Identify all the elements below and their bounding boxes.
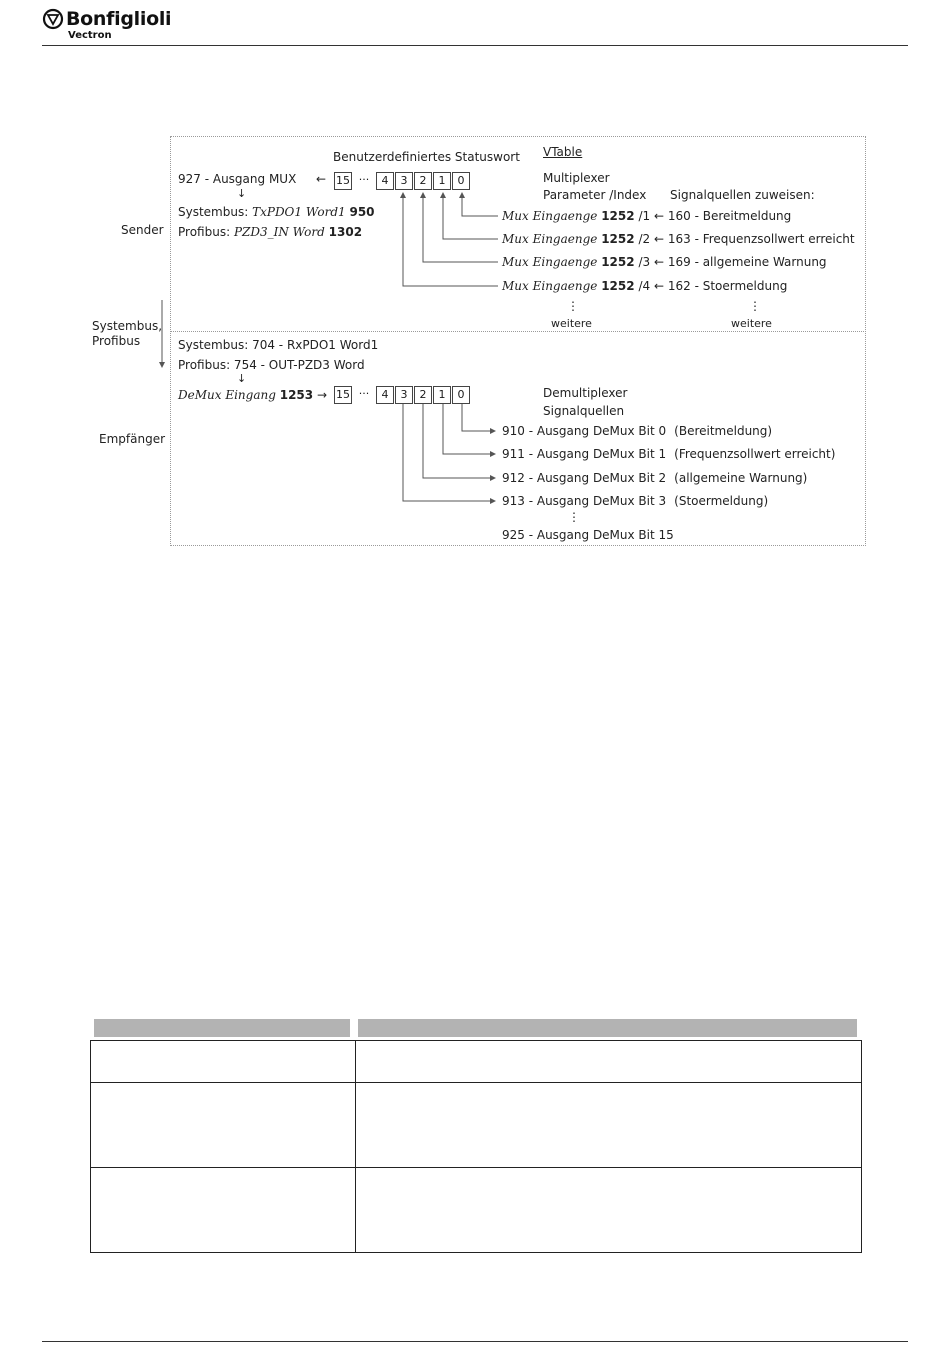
down-arrow: ↓ <box>237 187 247 200</box>
vdots-icon: ⋮ <box>567 299 579 313</box>
table-row <box>91 1168 862 1253</box>
table-cell <box>356 1168 862 1253</box>
sources-title: Signalquellen zuweisen: <box>670 188 815 202</box>
table-cell <box>356 1041 862 1083</box>
receiver-label: Empfänger <box>99 432 166 446</box>
demux-output-row: 913 - Ausgang DeMux Bit 3 (Stoermeldung) <box>502 494 769 508</box>
sender-systembus: Systembus: TxPDO1 Word1 950 <box>178 205 375 219</box>
demux-output-row: 911 - Ausgang DeMux Bit 1 (Frequenzsollwert erreicht) <box>502 447 836 461</box>
bit-cell: 3 <box>395 172 413 190</box>
mux-row: Mux Eingaenge 1252 /3 ← 169 - allgemeine Warnung <box>502 255 827 269</box>
brand-subline: Vectron <box>68 30 112 41</box>
demux-output-row: 912 - Ausgang DeMux Bit 2 (allgemeine Warnung) <box>502 471 808 485</box>
bit-cell: 4 <box>376 172 394 190</box>
vdots-icon: ⋮ <box>749 299 761 313</box>
demux-input: DeMux Eingang 1253 → <box>178 388 328 402</box>
bit-cell: 0 <box>452 172 470 190</box>
bit-ellipsis: ··· <box>353 172 375 190</box>
diagram-title: Benutzerdefiniertes Statuswort <box>333 150 520 164</box>
footer-rule <box>42 1341 908 1342</box>
bit-cell: 2 <box>414 386 432 404</box>
table-row <box>91 1083 862 1168</box>
demultiplexer-label: Demultiplexer <box>543 386 628 400</box>
demux-output-row: 910 - Ausgang DeMux Bit 0 (Bereitmeldung) <box>502 424 773 438</box>
bit-ellipsis: ··· <box>353 386 375 404</box>
vtable-label: VTable <box>543 145 583 159</box>
bus-label: Systembus, Profibus <box>92 319 163 348</box>
mux-row: Mux Eingaenge 1252 /1 ← 160 - Bereitmeldung <box>502 209 792 223</box>
receiver-bit-row <box>334 386 471 404</box>
parameter-table <box>90 1040 862 1253</box>
down-arrow: ↓ <box>237 372 247 385</box>
demux-last-output: 925 - Ausgang DeMux Bit 15 <box>502 528 674 542</box>
bit-cell: 1 <box>433 386 451 404</box>
sender-label: Sender <box>121 223 164 237</box>
header-rule <box>42 45 908 46</box>
table-cell <box>356 1083 862 1168</box>
table-cell <box>91 1041 356 1083</box>
signal-sources-label: Signalquellen <box>543 404 625 418</box>
multiplexer-label: Multiplexer <box>543 171 610 185</box>
table-header-cell <box>358 1019 857 1037</box>
receiver-profibus: Profibus: 754 - OUT-PZD3 Word <box>178 358 365 372</box>
bit-cell: 15 <box>334 386 352 404</box>
mux-row: Mux Eingaenge 1252 /4 ← 162 - Stoermeldung <box>502 279 788 293</box>
table-cell <box>91 1168 356 1253</box>
more-left: weitere <box>551 317 592 330</box>
bit-cell: 3 <box>395 386 413 404</box>
sender-bit-row <box>334 172 471 190</box>
bit-cell: 4 <box>376 386 394 404</box>
receiver-systembus: Systembus: 704 - RxPDO1 Word1 <box>178 338 379 352</box>
bit-cell: 15 <box>334 172 352 190</box>
table-header-cell <box>94 1019 350 1037</box>
sender-profibus: Profibus: PZD3_IN Word 1302 <box>178 225 363 239</box>
brand-logo-text: Bonfiglioli <box>66 8 172 30</box>
bit-cell: 1 <box>433 172 451 190</box>
vdots-icon: ⋮ <box>568 510 580 524</box>
more-right: weitere <box>731 317 772 330</box>
diagram-divider <box>170 331 864 332</box>
mux-row: Mux Eingaenge 1252 /2 ← 163 - Frequenzsollwert erreicht <box>502 232 855 246</box>
left-arrow: ← <box>316 172 327 186</box>
table-row <box>91 1041 862 1083</box>
bit-cell: 2 <box>414 172 432 190</box>
mux-output-label: 927 - Ausgang MUX <box>178 172 297 186</box>
bit-cell: 0 <box>452 386 470 404</box>
table-cell <box>91 1083 356 1168</box>
param-index-label: Parameter /Index <box>543 188 647 202</box>
